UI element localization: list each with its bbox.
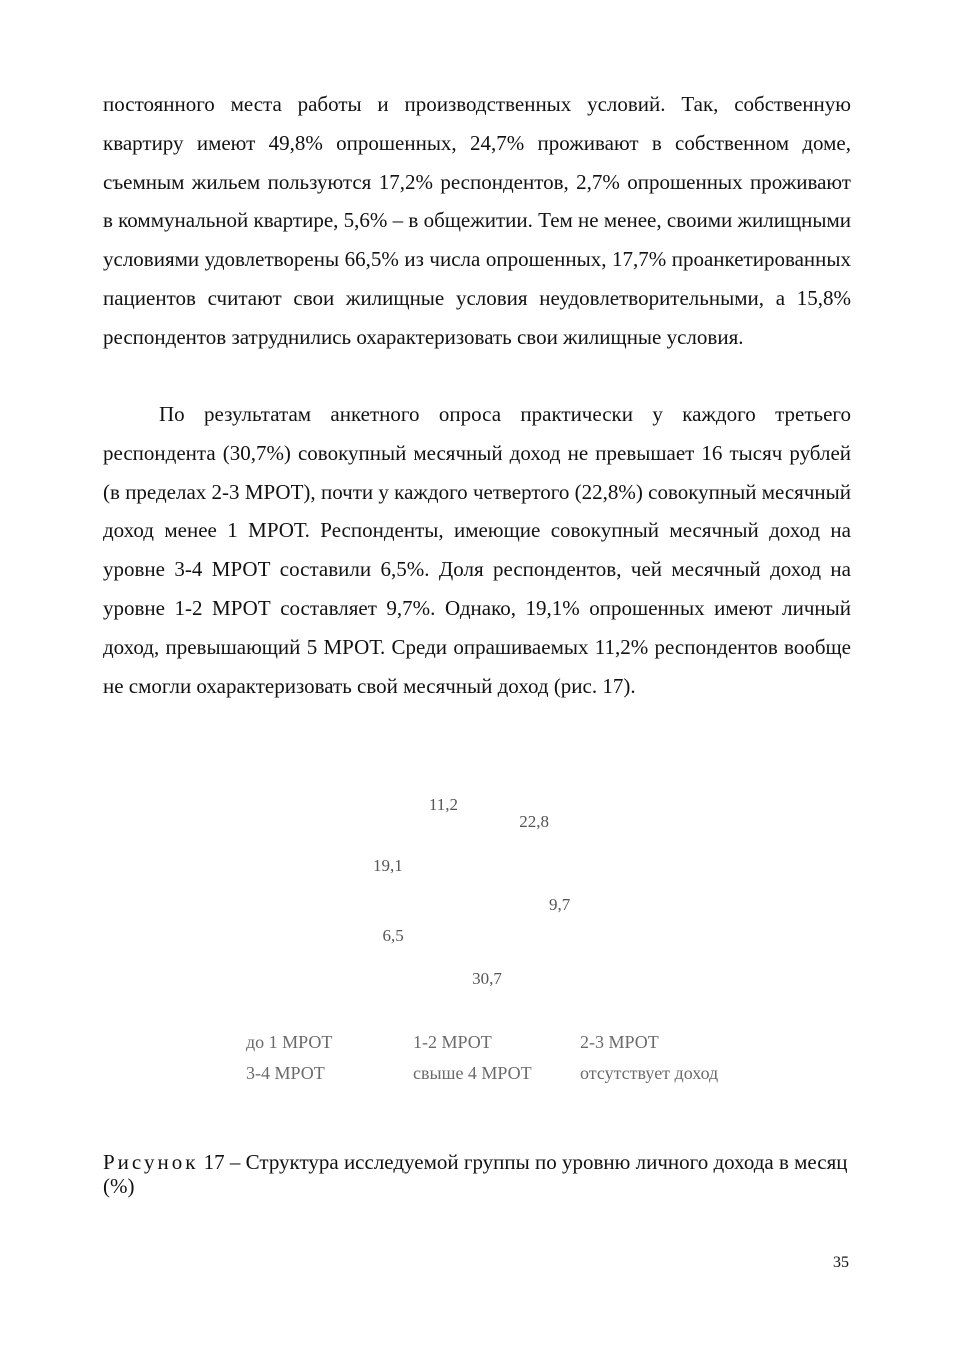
pie-value-label-3: 30,7 xyxy=(472,969,502,989)
pie-value-label-4: 6,5 xyxy=(382,926,404,946)
pie-slice-1 xyxy=(475,795,569,890)
pie-value-label-5: 19,1 xyxy=(372,856,403,876)
legend-item-3: 2-3 МРОТ xyxy=(580,1032,659,1052)
income-pie-chart xyxy=(200,780,760,1100)
pie-value-label-1: 22,8 xyxy=(519,811,549,831)
legend-item-5: свыше 4 МРОТ xyxy=(413,1063,532,1083)
figure-caption xyxy=(103,1150,851,1198)
caption-text: 17 – Структура исследуемой группы по уровню личного дохода в месяц (%) xyxy=(103,1150,848,1198)
pie-value-label-2: 9,7 xyxy=(549,894,571,914)
legend-item-2: 1-2 МРОТ xyxy=(413,1032,492,1052)
paragraph-housing: постоянного места работы и производственных условий. Так, собственную квартиру имеют 49,8% опрошенных, 24,7% проживают в собственном доме, съемным жильем пользуются 17,2% респондентов, 2,7% опрошенных проживают в коммунальной квартире, 5,6% – в общежитии. Тем не менее, своими жилищными условиями удовлетворены 66,5% из числа опрошенных, 17,7% проанкетированных пациентов считают свои жилищные условия неудовлетворительными, а 15,8% респондентов затруднились охарактеризовать свои жилищные условия. xyxy=(103,92,851,349)
page-number: 35 xyxy=(833,1254,849,1271)
pie-svg xyxy=(200,780,760,1030)
paragraph-income: По результатам анкетного опроса практически у каждого третьего респондента (30,7%) совокупный месячный доход не превышает 16 тысяч рублей (в пределах 2-3 МРОТ), почти у каждого четвертого (22,8%) совокупный месячный доход менее 1 МРОТ. Респонденты, имеющие совокупный месячный доход на уровне 3-4 МРОТ составили 6,5%. Доля респондентов, чей месячный доход на уровне 1-2 МРОТ составляет 9,7%. Однако, 19,1% опрошенных имеют личный доход, превышающий 5 МРОТ. Среди опрашиваемых 11,2% респондентов вообще не смогли охарактеризовать свой месячный доход (рис. 17). xyxy=(103,402,851,698)
legend-item-4: 3-4 МРОТ xyxy=(246,1063,325,1083)
legend-item-6: отсутствует доход xyxy=(580,1063,719,1083)
caption-figure-word: Рисунок xyxy=(103,1150,199,1174)
legend-item-1: до 1 МРОТ xyxy=(246,1032,333,1052)
pie-value-label-6: 11,2 xyxy=(428,795,459,815)
